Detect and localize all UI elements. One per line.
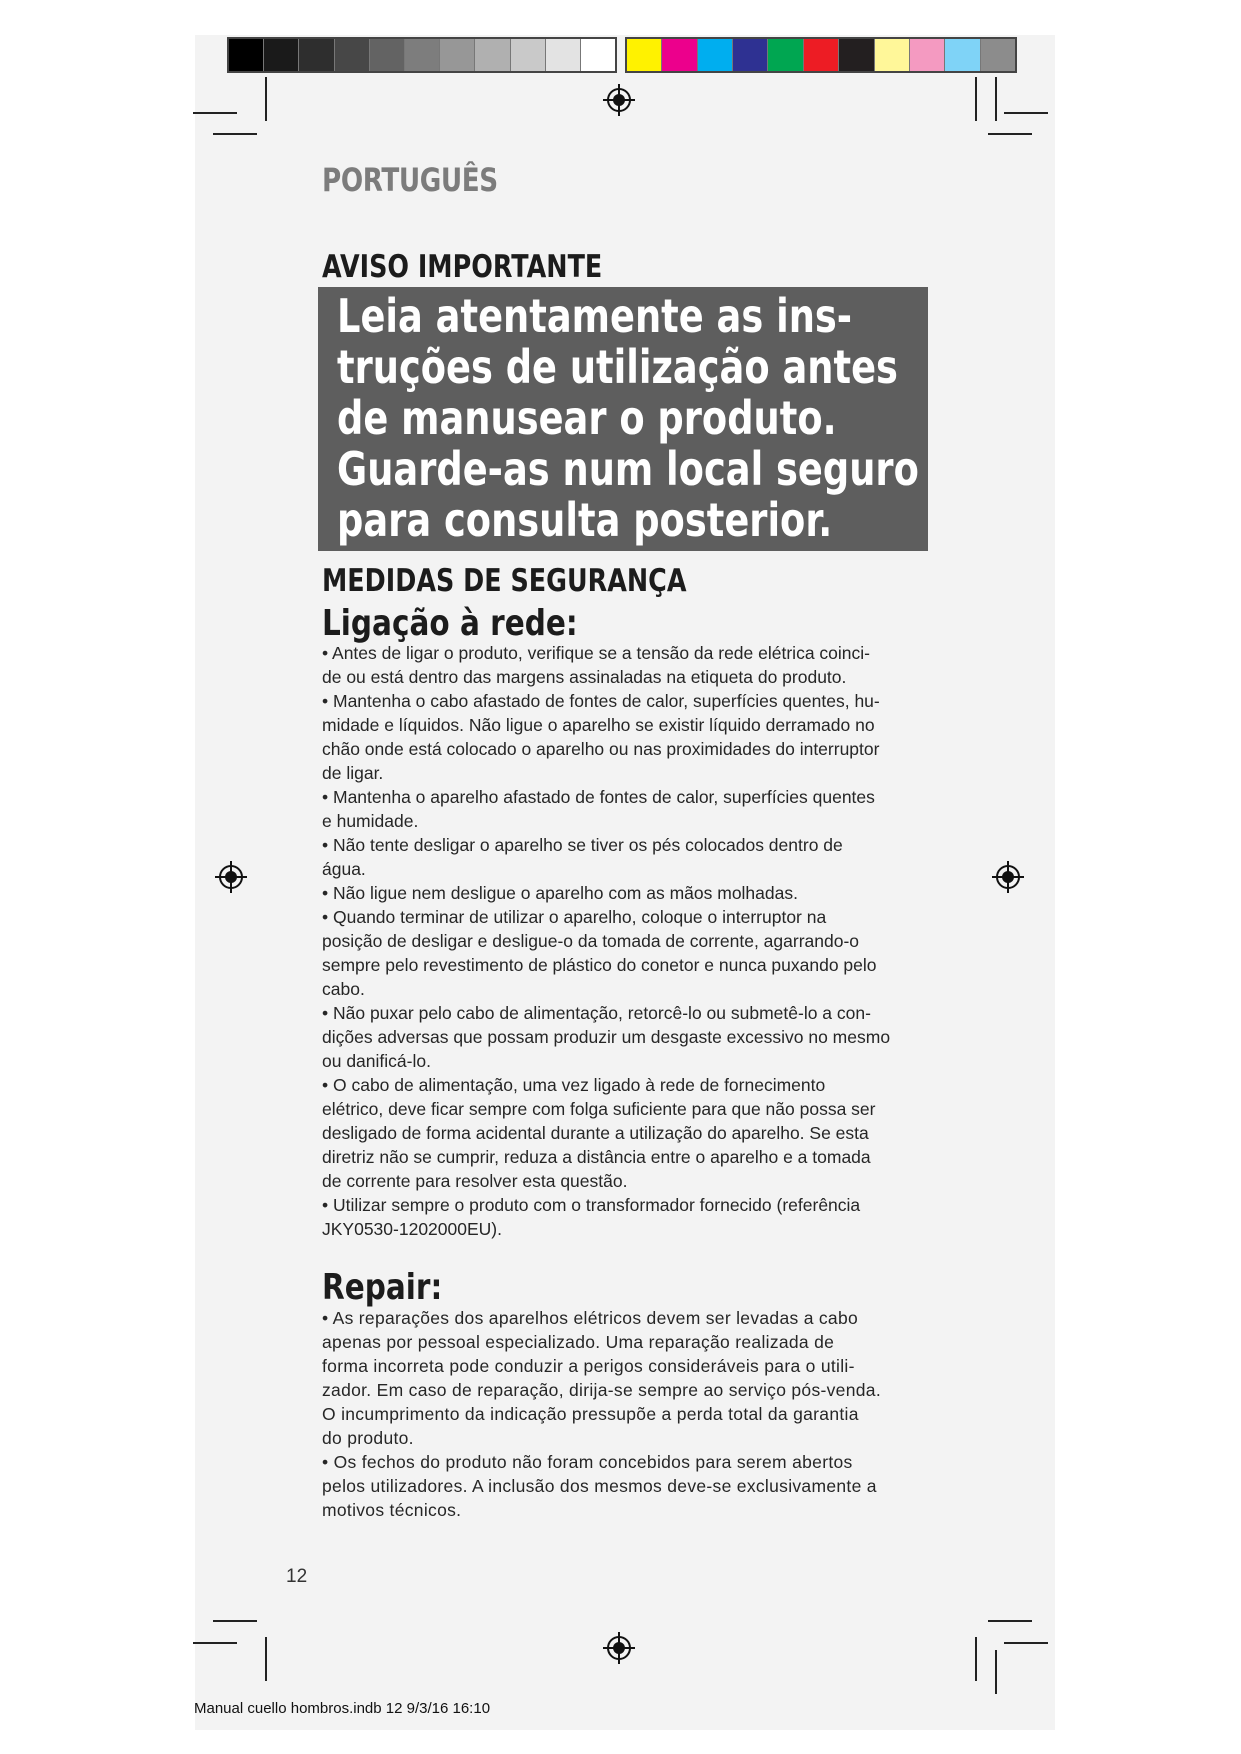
crop-mark [1004,112,1048,114]
notice-line: truções de utilização antes [337,340,898,394]
text-line: diretriz não se cumprir, reduza a distância entre o aparelho e a tomada [322,1147,871,1167]
print-slug-footer: Manual cuello hombros.indb 12 9/3/16 16:10 [194,1700,491,1717]
crop-mark [193,1642,237,1644]
gray-swatch [581,39,615,71]
text-line: desligado de forma acidental durante a utilização do aparelho. Se esta [322,1123,869,1143]
important-notice-box [318,287,928,551]
text-line: • Os fechos do produto não foram concebidos para serem abertos [322,1452,853,1472]
text-line: do produto. [322,1428,414,1448]
text-line: • Utilizar sempre o produto com o transformador fornecido (referência [322,1195,861,1215]
text-line: de ou está dentro das margens assinaladas na etiqueta do produto. [322,667,847,687]
crop-mark [265,77,267,121]
text-line: • Não tente desligar o aparelho se tiver os pés colocados dentro de [322,835,843,855]
color-swatch [627,39,662,71]
connection-subheading: Ligação à rede: [322,603,578,644]
gray-swatch [475,39,510,71]
text-line: • Não puxar pelo cabo de alimentação, retorcê-lo ou submetê-lo a con- [322,1003,871,1023]
color-swatch [875,39,910,71]
notice-heading: AVISO IMPORTANTE [322,249,603,285]
text-line: • Não ligue nem desligue o aparelho com as mãos molhadas. [322,883,798,903]
gray-swatch [299,39,334,71]
crop-mark [213,1620,257,1622]
crop-mark [1004,1642,1048,1644]
crop-mark [988,1620,1032,1622]
text-line: pelos utilizadores. A inclusão dos mesmos deve-se exclusivamente a [322,1476,877,1496]
gray-swatch [546,39,581,71]
text-line: • O cabo de alimentação, uma vez ligado à rede de fornecimento [322,1075,826,1095]
connection-paragraph [322,641,927,1241]
text-line: e humidade. [322,811,419,831]
text-line: midade e líquidos. Não ligue o aparelho se existir líquido derramado no [322,715,875,735]
crop-mark [975,1637,977,1681]
notice-line: de manusear o produto. [337,391,837,445]
gray-swatch [440,39,475,71]
color-swatch [839,39,874,71]
notice-line: para consulta posterior. [337,493,833,547]
language-title: PORTUGUÊS [322,161,498,199]
text-line: apenas por pessoal especializado. Uma reparação realizada de [322,1332,835,1352]
notice-line: Guarde-as num local seguro [337,442,919,496]
text-line: de corrente para resolver esta questão. [322,1171,628,1191]
safety-heading: MEDIDAS DE SEGURANÇA [322,563,687,599]
gray-swatch [370,39,405,71]
color-calibration-bar [625,37,1017,73]
text-line: zador. Em caso de reparação, dirija-se sempre ao serviço pós-venda. [322,1380,881,1400]
repair-paragraph [322,1306,927,1522]
color-swatch [945,39,980,71]
text-line: dições adversas que possam produzir um desgaste excessivo no mesmo [322,1027,891,1047]
crop-mark [988,133,1032,135]
crop-mark [995,77,997,121]
color-swatch [910,39,945,71]
text-line: O incumprimento da indicação pressupõe a perda total da garantia [322,1404,859,1424]
gray-swatch [264,39,299,71]
page-number: 12 [286,1566,308,1587]
text-line: motivos técnicos. [322,1500,462,1520]
color-swatch [981,39,1015,71]
gray-swatch [405,39,440,71]
text-line: • Antes de ligar o produto, verifique se a tensão da rede elétrica coinci- [322,643,870,663]
text-line: forma incorreta pode conduzir a perigos consideráveis para o utili- [322,1356,855,1376]
notice-line: Leia atentamente as ins- [337,289,853,343]
text-line: posição de desligar e desligue-o da tomada de corrente, agarrando-o [322,931,860,951]
registration-mark-icon [214,860,248,894]
text-line: • As reparações dos aparelhos elétricos devem ser levadas a cabo [322,1308,859,1328]
gray-swatch [511,39,546,71]
color-swatch [733,39,768,71]
registration-mark-icon [602,1631,636,1665]
text-line: • Mantenha o cabo afastado de fontes de calor, superfícies quentes, hu- [322,691,880,711]
crop-mark [213,133,257,135]
text-line: elétrico, deve ficar sempre com folga suficiente para que não possa ser [322,1099,876,1119]
gray-swatch [335,39,370,71]
gray-swatch [229,39,264,71]
text-line: ou danificá-lo. [322,1051,431,1071]
crop-mark [265,1637,267,1681]
color-swatch [662,39,697,71]
grayscale-calibration-bar [227,37,617,73]
text-line: • Quando terminar de utilizar o aparelho, coloque o interruptor na [322,907,827,927]
registration-mark-icon [991,860,1025,894]
registration-mark-icon [602,83,636,117]
crop-mark [995,1650,997,1694]
text-line: cabo. [322,979,365,999]
text-line: JKY0530-1202000EU). [322,1219,502,1239]
repair-subheading: Repair: [322,1267,443,1308]
color-swatch [698,39,733,71]
crop-mark [193,112,237,114]
color-swatch [768,39,803,71]
text-line: de ligar. [322,763,384,783]
text-line: chão onde está colocado o aparelho ou nas proximidades do interruptor [322,739,880,759]
color-swatch [804,39,839,71]
text-line: sempre pelo revestimento de plástico do conetor e nunca puxando pelo [322,955,877,975]
text-line: • Mantenha o aparelho afastado de fontes de calor, superfícies quentes [322,787,875,807]
text-line: água. [322,859,366,879]
crop-mark [975,77,977,121]
